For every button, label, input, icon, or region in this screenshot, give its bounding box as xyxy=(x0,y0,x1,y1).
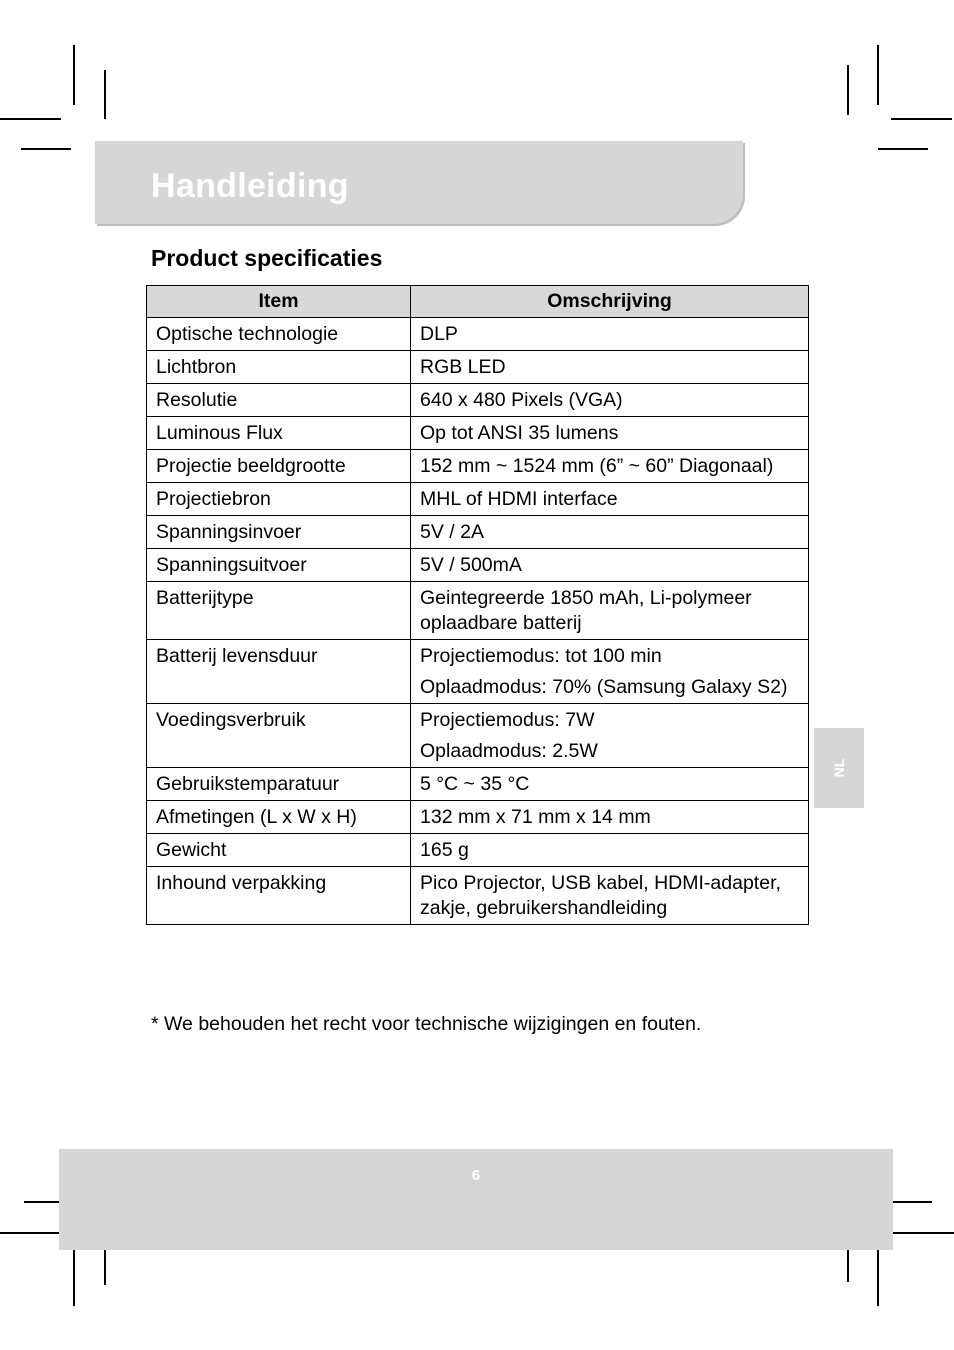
page-title: Handleiding xyxy=(151,167,349,205)
spec-description-line: DLP xyxy=(420,323,458,345)
spec-description-line: Projectiemodus: 7W xyxy=(420,709,595,731)
spec-description-line: Geintegreerde 1850 mAh, Li-polymeer oplaadbare batterij xyxy=(420,587,752,634)
section-title: Product specificaties xyxy=(151,245,383,271)
table-row xyxy=(147,516,809,549)
table-header-row xyxy=(147,286,809,318)
spec-description-line: 5 °C ~ 35 °C xyxy=(420,773,530,795)
spec-description-line: 5V / 2A xyxy=(420,521,484,543)
crop-mark xyxy=(73,45,75,105)
crop-mark xyxy=(891,118,952,120)
table-row xyxy=(147,351,809,384)
spec-description-cell xyxy=(411,318,809,351)
crop-mark xyxy=(847,65,849,115)
crop-mark xyxy=(878,148,928,150)
spec-description-line: Oplaadmodus: 70% (Samsung Galaxy S2) xyxy=(420,676,788,698)
crop-mark xyxy=(104,70,106,119)
spec-item-cell: Gewicht xyxy=(147,834,411,867)
language-tab xyxy=(814,728,864,808)
spec-item-cell: Spanningsuitvoer xyxy=(147,549,411,582)
spec-description-cell xyxy=(411,704,809,768)
spec-description-line: Oplaadmodus: 2.5W xyxy=(420,740,598,762)
crop-mark xyxy=(877,1245,879,1306)
crop-mark xyxy=(21,148,71,150)
table-row xyxy=(147,549,809,582)
spec-description-cell xyxy=(411,640,809,704)
spec-description-cell xyxy=(411,450,809,483)
column-header-item: Item xyxy=(147,286,411,318)
footnote: * We behouden het recht voor technische wijzigingen en fouten. xyxy=(151,1013,702,1035)
column-header-description: Omschrijving xyxy=(411,286,809,318)
spec-description-cell xyxy=(411,549,809,582)
table-row xyxy=(147,801,809,834)
spec-description-line: Pico Projector, USB kabel, HDMI-adapter, zakje, gebruikershandleiding xyxy=(420,872,781,919)
spec-item-cell: Afmetingen (L x W x H) xyxy=(147,801,411,834)
spec-description-line: 132 mm x 71 mm x 14 mm xyxy=(420,806,651,828)
page-number: 6 xyxy=(471,1167,481,1184)
spec-description-line: 165 g xyxy=(420,839,469,861)
spec-table-body xyxy=(147,318,809,925)
table-row xyxy=(147,450,809,483)
crop-mark xyxy=(893,1232,954,1234)
spec-item-cell: Luminous Flux xyxy=(147,417,411,450)
table-row xyxy=(147,704,809,768)
table-row xyxy=(147,640,809,704)
spec-description-line: 152 mm ~ 1524 mm (6” ~ 60” Diagonaal) xyxy=(420,455,774,477)
table-row xyxy=(147,384,809,417)
crop-mark xyxy=(0,118,61,120)
spec-description-cell xyxy=(411,582,809,640)
spec-item-cell: Batterijtype xyxy=(147,582,411,640)
spec-description-cell xyxy=(411,384,809,417)
spec-description-line: Op tot ANSI 35 lumens xyxy=(420,422,619,444)
spec-description-cell xyxy=(411,483,809,516)
table-row xyxy=(147,318,809,351)
spec-item-cell: Projectiebron xyxy=(147,483,411,516)
spec-description-line: Projectiemodus: tot 100 min xyxy=(420,645,662,667)
spec-description-cell xyxy=(411,417,809,450)
spec-description-cell xyxy=(411,768,809,801)
spec-description-line: 5V / 500mA xyxy=(420,554,522,576)
footer-band xyxy=(59,1149,893,1250)
table-row xyxy=(147,768,809,801)
spec-item-cell: Lichtbron xyxy=(147,351,411,384)
crop-mark xyxy=(73,1245,75,1306)
spec-item-cell: Batterij levensduur xyxy=(147,640,411,704)
spec-description-cell xyxy=(411,351,809,384)
spec-description-cell xyxy=(411,834,809,867)
spec-table xyxy=(146,285,809,925)
spec-description-cell xyxy=(411,516,809,549)
table-row xyxy=(147,417,809,450)
header-band xyxy=(95,141,743,224)
crop-mark xyxy=(877,45,879,105)
table-row xyxy=(147,582,809,640)
spec-item-cell: Projectie beeldgrootte xyxy=(147,450,411,483)
spec-item-cell: Optische technologie xyxy=(147,318,411,351)
language-tab-label: NL xyxy=(831,758,847,778)
spec-item-cell: Gebruikstemparatuur xyxy=(147,768,411,801)
spec-item-cell: Spanningsinvoer xyxy=(147,516,411,549)
spec-item-cell: Voedingsverbruik xyxy=(147,704,411,768)
table-row xyxy=(147,834,809,867)
spec-description-line: MHL of HDMI interface xyxy=(420,488,618,510)
spec-description-line: 640 x 480 Pixels (VGA) xyxy=(420,389,623,411)
spec-description-cell xyxy=(411,801,809,834)
spec-item-cell: Inhound verpakking xyxy=(147,867,411,925)
table-row xyxy=(147,483,809,516)
crop-mark xyxy=(0,1232,61,1234)
table-row xyxy=(147,867,809,925)
spec-description-line: RGB LED xyxy=(420,356,506,378)
spec-item-cell: Resolutie xyxy=(147,384,411,417)
spec-description-cell xyxy=(411,867,809,925)
